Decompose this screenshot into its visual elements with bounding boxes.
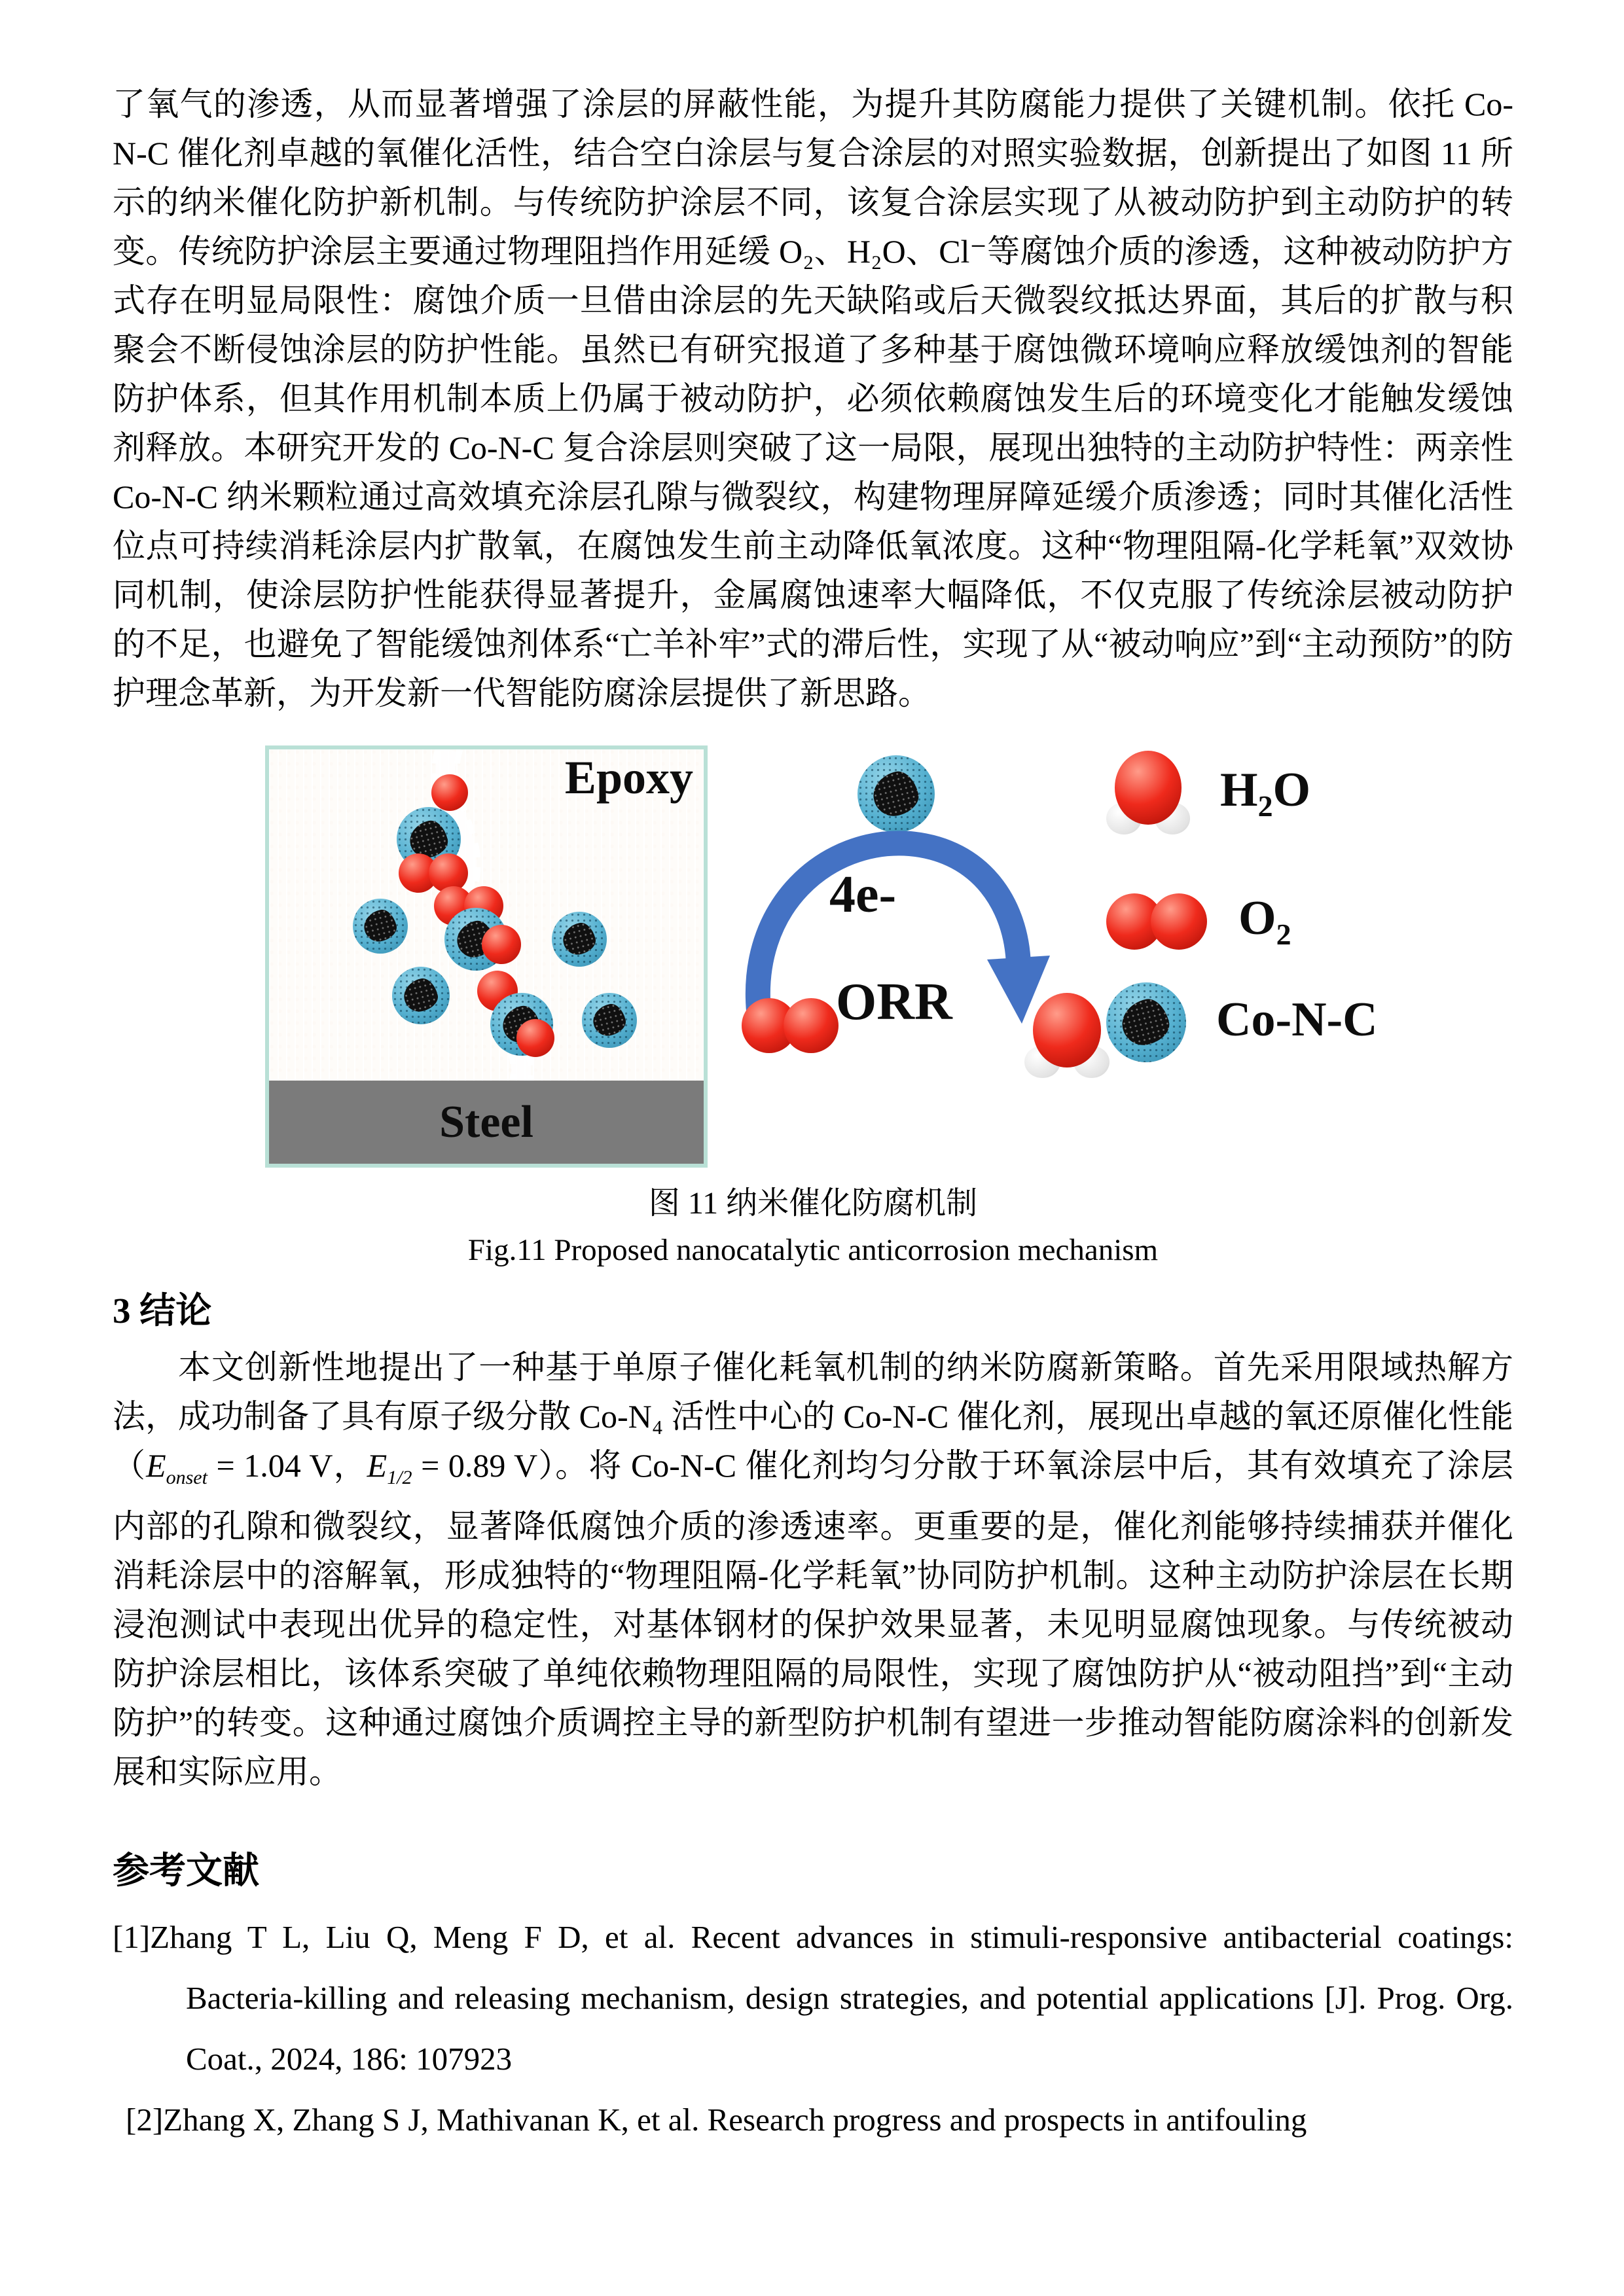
orr-label: ORR (836, 973, 952, 1031)
legend-item-water (1106, 751, 1310, 834)
epoxy-coating-panel (265, 745, 708, 1168)
reference-text: Zhang X, Zhang S J, Mathivanan K, et al. Research progress and prospects in antifouling (163, 2102, 1307, 2138)
water-molecule-icon (1106, 751, 1190, 834)
steel-label: Steel (439, 1096, 533, 1147)
oxygen-molecule-icon (516, 1019, 554, 1057)
oxygen-molecule-icon (431, 774, 468, 811)
electron-transfer-label: 4e- (829, 866, 897, 924)
oxygen-molecule-icon (1106, 891, 1208, 950)
water-molecule-icon (1024, 993, 1110, 1078)
figure-caption-en: Fig.11 Proposed nanocatalytic anticorrosion mechanism (467, 1233, 1159, 1267)
legend-label-water: $H_2O$ (1220, 762, 1311, 823)
epoxy-label: Epoxy (564, 751, 693, 804)
reference-item (113, 2089, 1513, 2150)
co-n-c-particle-icon (582, 993, 637, 1048)
reference-item (113, 1907, 1513, 2089)
oxygen-molecule-icon (482, 925, 521, 964)
body-paragraph: 了氧气的渗透，从而显著增强了涂层的屏蔽性能，为提升其防腐能力提供了关键机制。依托 Co-N-C 催化剂卓越的氧催化活性，结合空白涂层与复合涂层的对照实验数据，创新提出了如图 11 所示的纳米催化防护新机制。与传统防护涂层不同，该复合涂层实现了从被动防护到主动防护的转变。传统防护涂层主要通过物理阻挡作用延缓 O₂、H₂O、Cl⁻等腐蚀介质的渗透，这种被动防护方式存在明显局限性：腐蚀介质一旦借由涂层的先天缺陷或后天微裂纹抵达界面，其后的扩散与积聚会不断侵蚀涂层的防护性能。虽然已有研究报道了多种基于腐蚀微环境响应释放缓蚀剂的智能防护体系，但其作用机制本质上仍属于被动防护，必须依赖腐蚀发生后的环境变化才能触发缓蚀剂释放。本研究开发的 Co-N-C 复合涂层则突破了这一局限，展现出独特的主动防护特性：两亲性 Co-N-C 纳米颗粒通过高效填充涂层孔隙与微裂纹，构建物理屏障延缓介质渗透；同时其催化活性位点可持续消耗涂层内扩散氧，在腐蚀发生前主动降低氧浓度。这种“物理阻隔-化学耗氧”双效协同机制，使涂层防护性能获得显著提升，金属腐蚀速率大幅降低，不仅克服了传统涂层被动防护的不足，也避免了智能缓蚀剂体系“亡羊补牢”式的滞后性，实现了从“被动响应”到“主动预防”的防护理念革新，为开发新一代智能防腐涂层提供了新思路。 (113, 86, 1513, 711)
co-n-c-particle-icon (1106, 982, 1186, 1062)
co-n-c-particle-icon (353, 899, 408, 954)
page-content (113, 0, 1513, 2150)
co-n-c-particle-icon (392, 967, 450, 1024)
oxygen-molecule-icon (742, 996, 840, 1056)
co-n-c-particle-icon (552, 912, 607, 967)
mechanism-figure (265, 745, 1378, 1168)
steel-bar (269, 1081, 704, 1164)
legend-label-oxygen: $O_2$ (1238, 891, 1291, 951)
legend-item-catalyst (1106, 982, 1378, 1062)
reference-text: Zhang T L, Liu Q, Meng F D, et al. Recent advances in stimuli-responsive antibacterial coatings: Bacteria-killing and releasing mechanism, design strategies, and potential applications [J]. Prog. Org. Coat., 2024, 186: 107923 (150, 1919, 1513, 2077)
conclusion-paragraph: 本文创新性地提出了一种基于单原子催化耗氧机制的纳米防腐新策略。首先采用限域热解方法，成功制备了具有原子级分散 Co-N₄ 活性中心的 Co-N-C 催化剂，展现出卓越的氧还原催化性能（$E_{onset} = 1.04$ V，$E_{1/2} = 0.89$ V）。将 Co-N-C 催化剂均匀分散于环氧涂层中后，其有效填充了涂层内部的孔隙和微裂纹，显著降低腐蚀介质的渗透速率。更重要的是，催化剂能够持续捕获并催化消耗涂层中的溶解氧，形成独特的“物理阻隔-化学耗氧”协同防护机制。这种主动防护涂层在长期浸泡测试中表现出优异的稳定性，对基体钢材的保护效果显著，未见明显腐蚀现象。与传统被动防护涂层相比，该体系突破了单纯依赖物理阻隔的局限性，实现了腐蚀防护从“被动阻挡”到“主动防护”的转变。这种通过腐蚀介质调控主导的新型防护机制有望进一步推动智能防腐涂料的创新发展和实际应用。 (113, 1349, 1513, 1790)
reference-label: [1] (113, 1919, 151, 1955)
legend-label-catalyst: Co-N-C (1216, 992, 1378, 1047)
figure-caption-zh: 图 11 纳米催化防腐机制 (648, 1186, 978, 1221)
section-heading-conclusion: 3 结论 (113, 1291, 212, 1331)
legend-item-oxygen (1106, 891, 1291, 952)
references-heading: 参考文献 (113, 1851, 259, 1892)
reference-label: [2] (126, 2102, 164, 2138)
